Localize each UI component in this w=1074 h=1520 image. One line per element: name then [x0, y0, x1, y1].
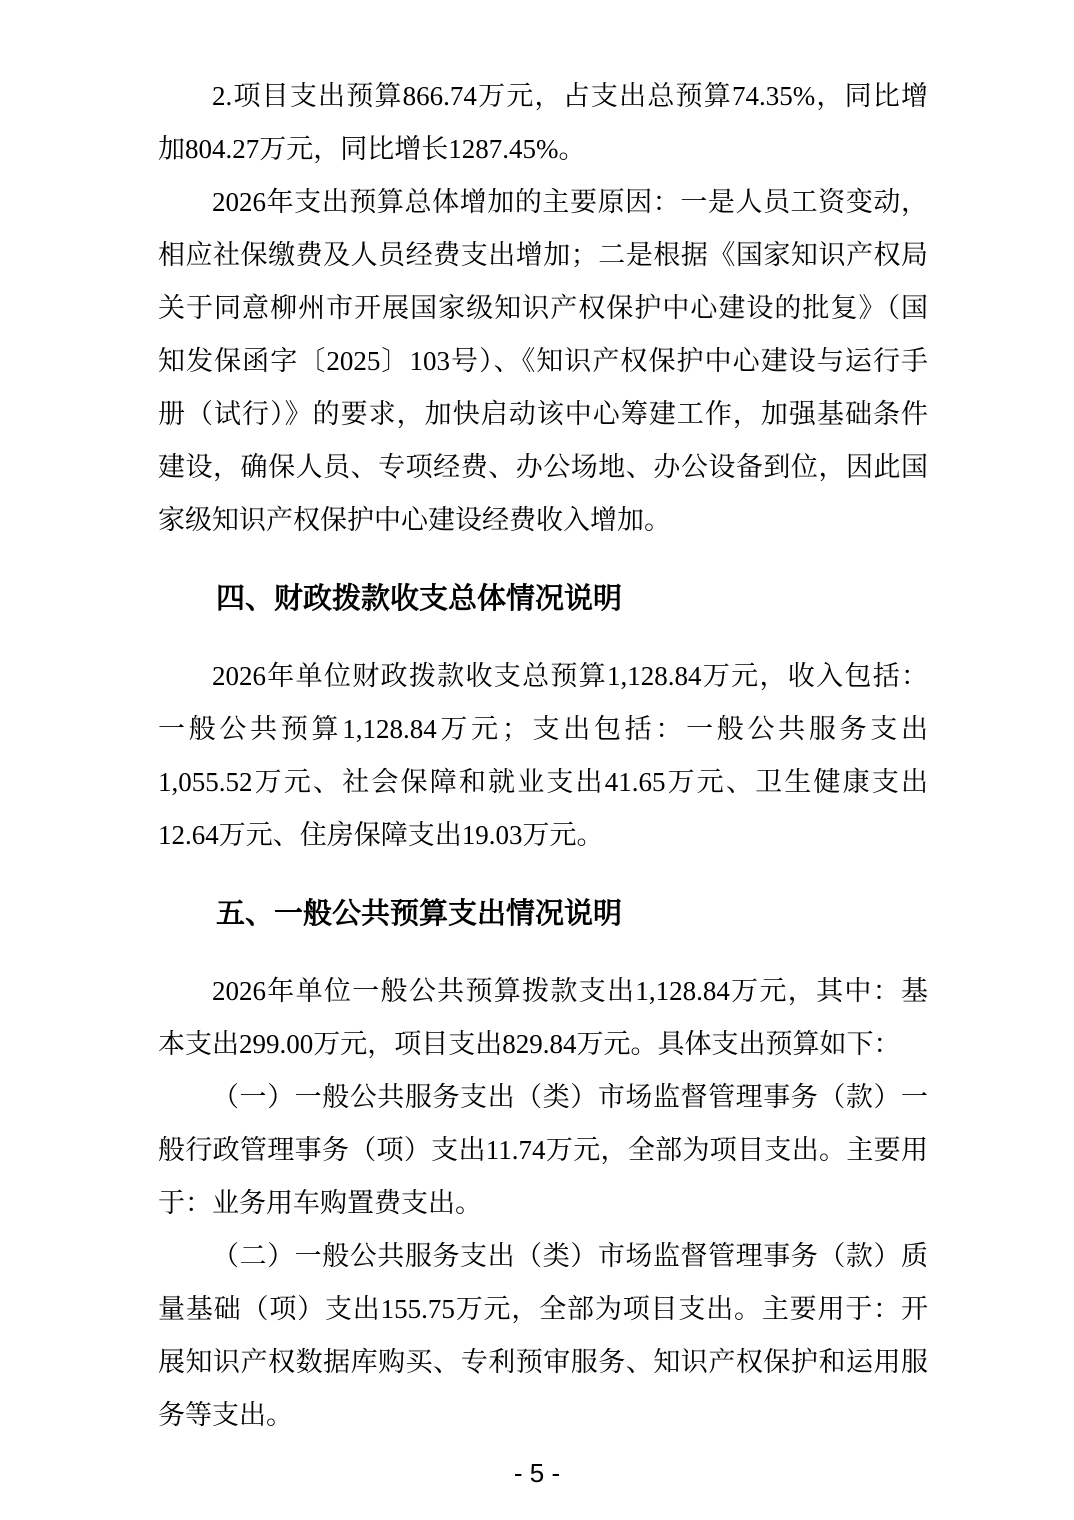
paragraph-line: 2026年单位财政拨款收支总预算1,128.84万元，收入包括：: [212, 661, 928, 691]
paragraph-line: 知发保函字〔2025〕103号）、《知识产权保护中心建设与运行手: [158, 346, 928, 376]
paragraph-line: 量基础（项）支出155.75万元，全部为项目支出。主要用于：开: [158, 1294, 928, 1324]
paragraph-item-one: [158, 1071, 928, 1230]
page-number: - 5 -: [513, 1458, 561, 1488]
paragraph-line: 务等支出。: [158, 1400, 293, 1430]
paragraph-line: （二）一般公共服务支出（类）市场监督管理事务（款）质: [212, 1241, 928, 1271]
paragraph-increase-reasons: [158, 176, 928, 547]
paragraph-line: 展知识产权数据库购买、专利预审服务、知识产权保护和运用服: [158, 1347, 928, 1377]
section-heading-fiscal-appropriation: 四、财政拨款收支总体情况说明: [216, 583, 623, 615]
paragraph-line: 1,055.52万元、社会保障和就业支出41.65万元、卫生健康支出: [158, 767, 928, 797]
paragraph-line: 2.项目支出预算866.74万元，占支出总预算74.35%，同比增: [212, 81, 928, 111]
paragraph-line: 家级知识产权保护中心建设经费收入增加。: [158, 505, 671, 535]
paragraph-line: 2026年支出预算总体增加的主要原因：一是人员工资变动，: [212, 187, 928, 217]
paragraph-line: 于：业务用车购置费支出。: [158, 1188, 482, 1218]
paragraph-fiscal-appropriation-detail: [158, 650, 928, 862]
paragraph-item-two: [158, 1230, 928, 1442]
paragraph-project-expense: [158, 70, 928, 176]
paragraph-line: 建设，确保人员、专项经费、办公场地、办公设备到位，因此国: [158, 452, 928, 482]
paragraph-line: 关于同意柳州市开展国家级知识产权保护中心建设的批复》（国: [158, 293, 928, 323]
paragraph-line: 2026年单位一般公共预算拨款支出1,128.84万元，其中：基: [212, 976, 928, 1006]
paragraph-line: 本支出299.00万元，项目支出829.84万元。具体支出预算如下：: [158, 1029, 901, 1059]
document-body: [158, 70, 928, 1442]
paragraph-general-budget-overview: [158, 965, 928, 1071]
section-heading-general-public-budget: 五、一般公共预算支出情况说明: [216, 898, 623, 930]
paragraph-line: 加804.27万元，同比增长1287.45%。: [158, 134, 586, 164]
paragraph-line: 般行政管理事务（项）支出11.74万元，全部为项目支出。主要用: [158, 1135, 928, 1165]
paragraph-line: 册（试行）》的要求，加快启动该中心筹建工作，加强基础条件: [158, 399, 928, 429]
paragraph-line: （一）一般公共服务支出（类）市场监督管理事务（款）一: [212, 1082, 928, 1112]
paragraph-line: 12.64万元、住房保障支出19.03万元。: [158, 820, 604, 850]
paragraph-line: 相应社保缴费及人员经费支出增加；二是根据《国家知识产权局: [158, 240, 928, 270]
paragraph-line: 一般公共预算1,128.84万元；支出包括：一般公共服务支出: [158, 714, 928, 744]
